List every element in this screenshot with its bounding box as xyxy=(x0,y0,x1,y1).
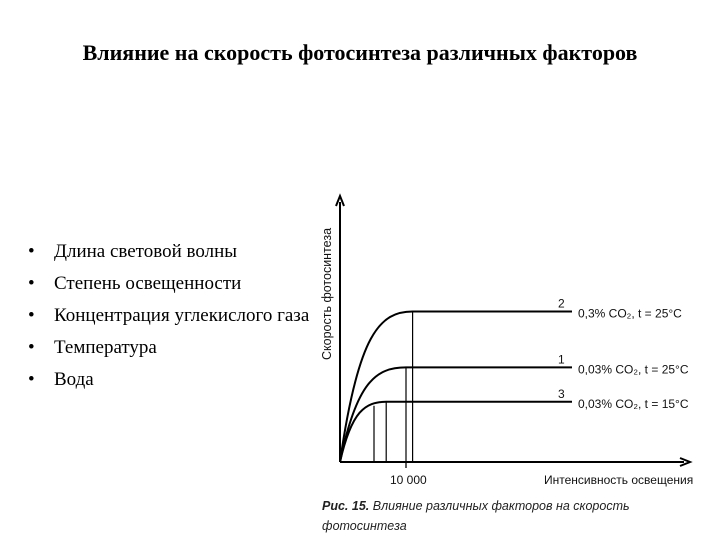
bullet-icon: • xyxy=(28,241,35,262)
list-item-text: Длина световой волны xyxy=(54,241,238,262)
list-item-text: Степень освещенности xyxy=(54,273,242,294)
caption-text: Влияние различных факторов на скорость фотосинтеза xyxy=(322,499,630,533)
series-number-label: 2 xyxy=(558,296,565,311)
x-tick-label: 10 000 xyxy=(390,473,427,487)
list-item-text: Температура xyxy=(54,337,157,358)
caption-prefix: Рис. 15. xyxy=(322,499,370,513)
series-condition-label: 0,3% CO₂, t = 25°C xyxy=(578,306,682,321)
series-line xyxy=(340,367,572,462)
bullet-icon: • xyxy=(28,369,35,390)
series-number-label: 1 xyxy=(558,352,565,367)
series-condition-label: 0,03% CO₂, t = 25°C xyxy=(578,362,689,377)
series-number-label: 3 xyxy=(558,386,565,401)
bullet-icon: • xyxy=(28,337,35,358)
series-line xyxy=(340,312,572,463)
x-axis-label: Интенсивность освещения xyxy=(544,473,694,487)
series-condition-label: 0,03% CO₂, t = 15°C xyxy=(578,396,689,411)
bullet-icon: • xyxy=(28,273,35,294)
list-item-text: Вода xyxy=(54,369,94,390)
series-line xyxy=(340,402,572,462)
figure-caption xyxy=(322,496,642,536)
y-axis-label: Скорость фотосинтеза xyxy=(320,227,334,360)
page-title: Влияние на скорость фотосинтеза различных факторов xyxy=(82,40,638,65)
bullet-icon: • xyxy=(28,305,35,326)
list-item-text: Концентрация углекислого газа xyxy=(54,305,310,326)
